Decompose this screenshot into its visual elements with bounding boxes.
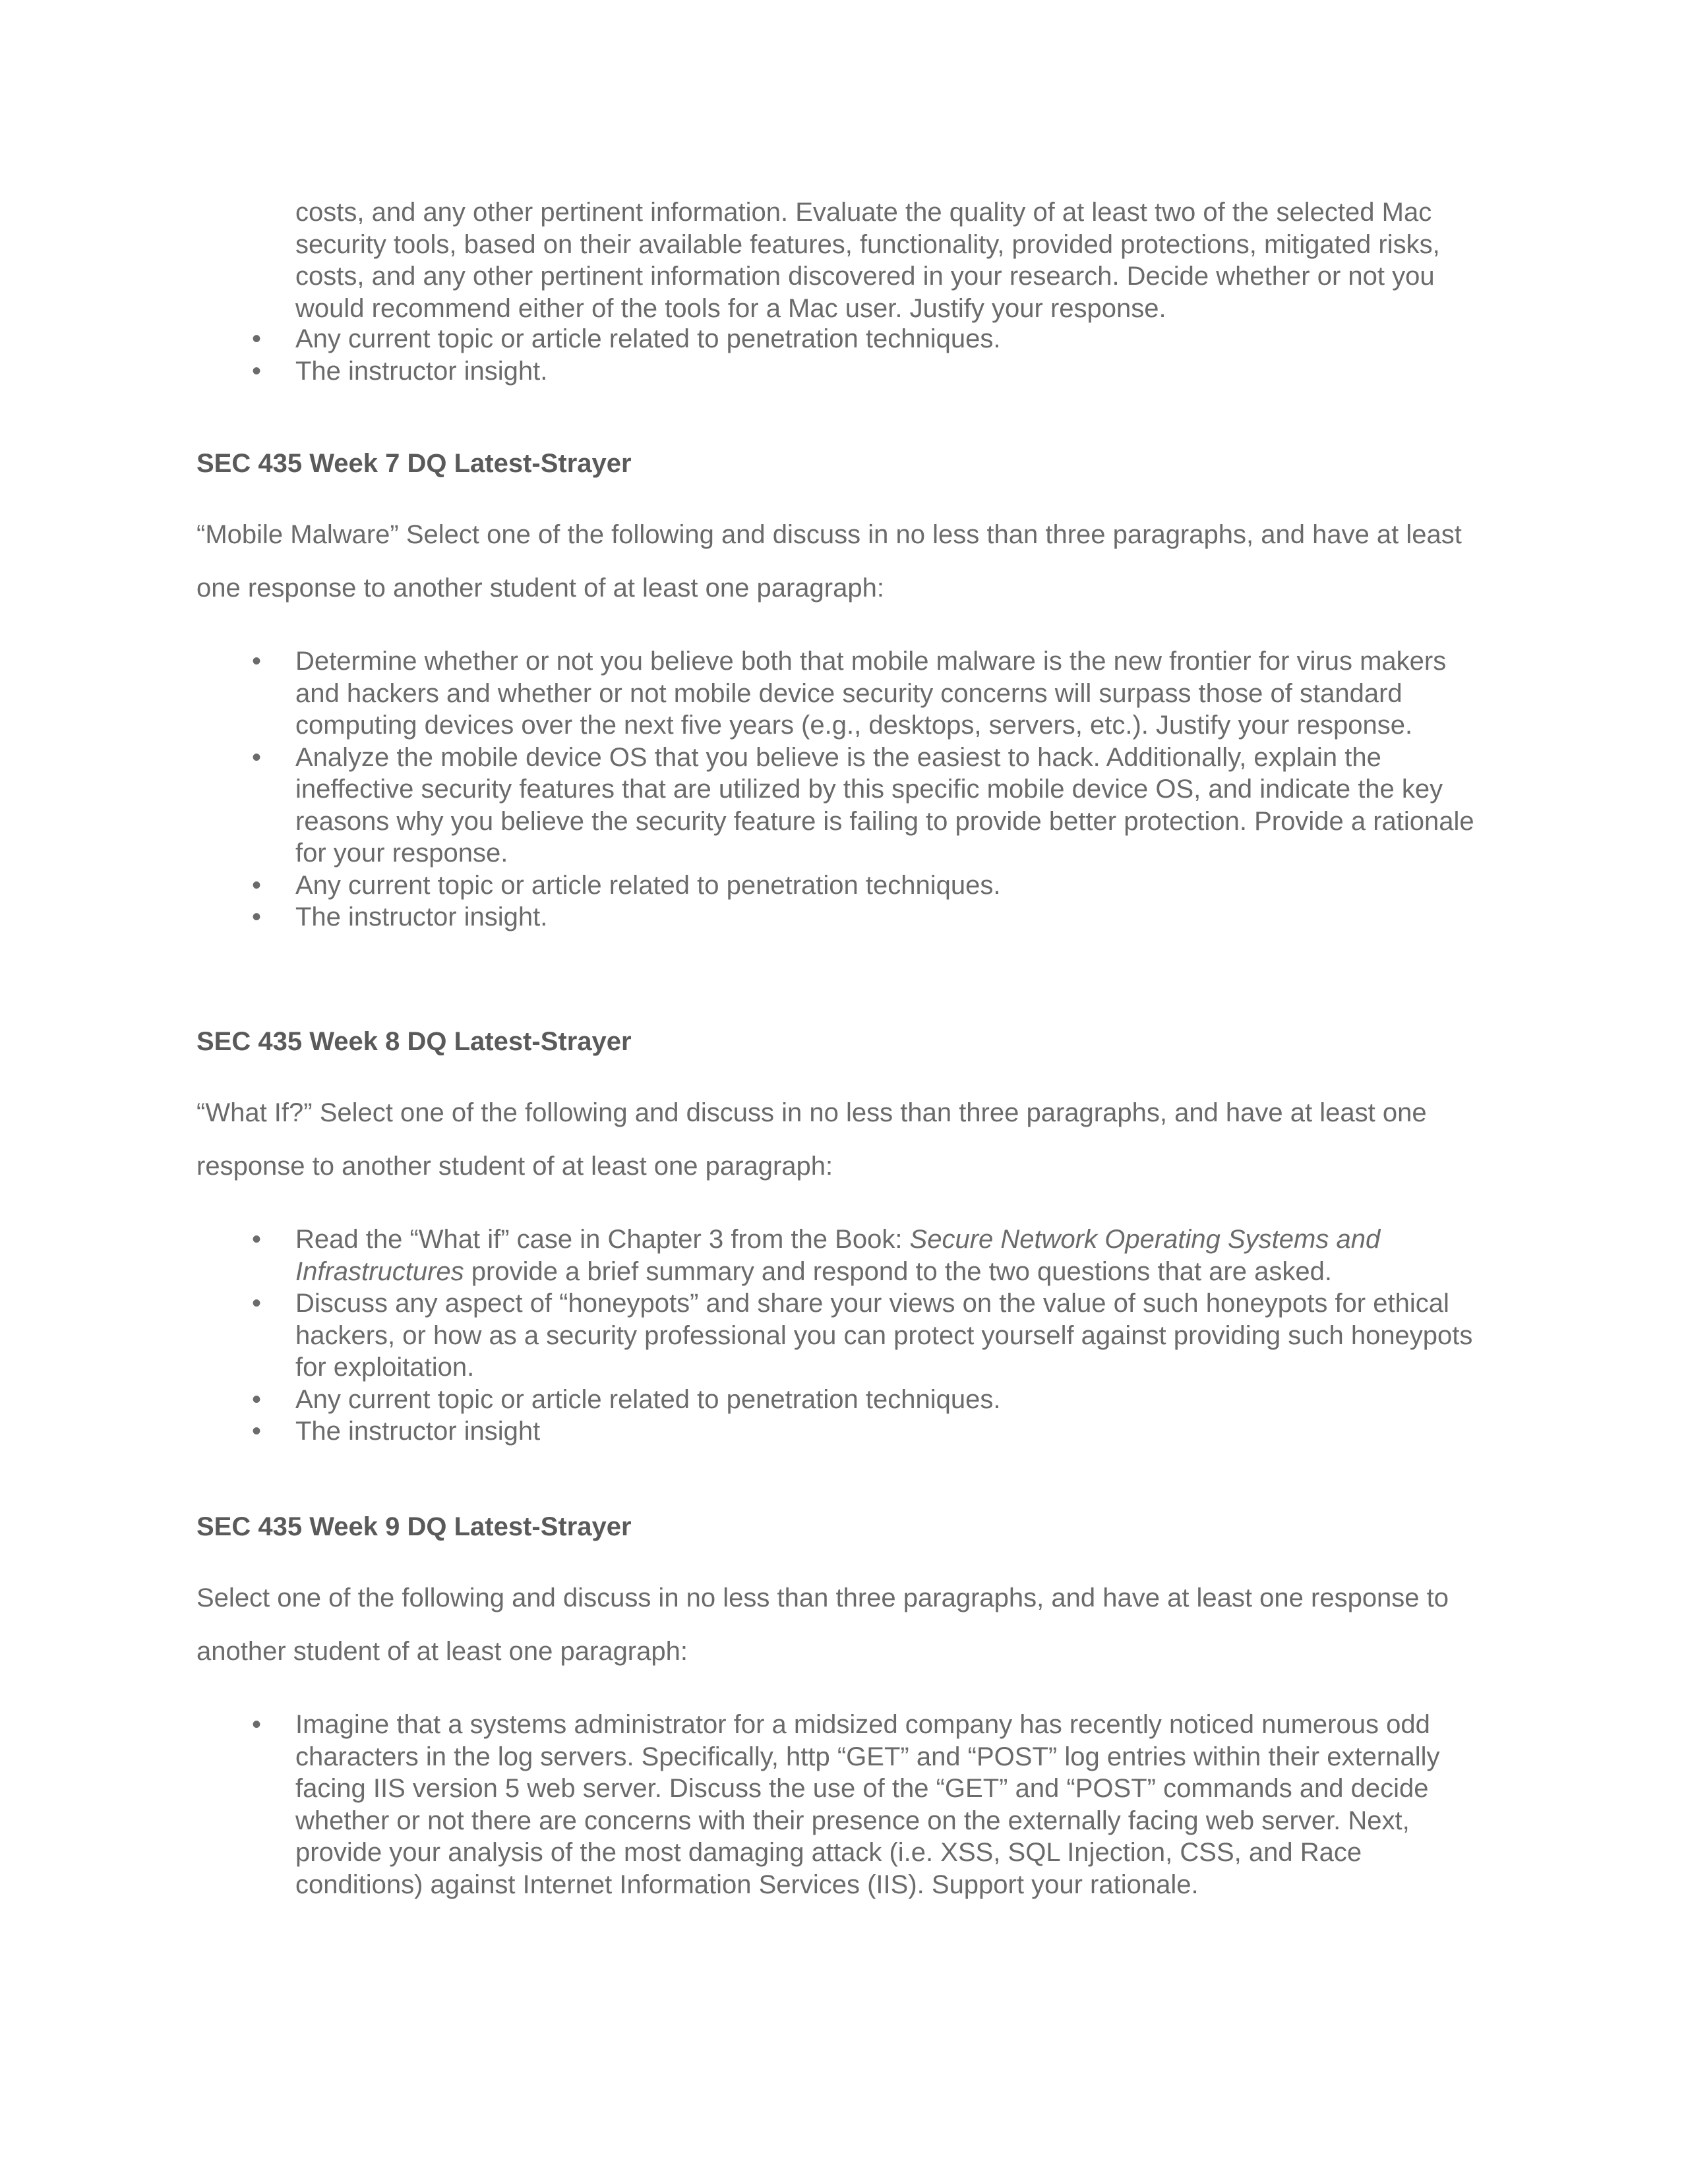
- section-week-9-intro: [196, 1572, 1489, 1678]
- list-item-text: Determine whether or not you believe both that mobile malware is the new frontier for virus makers and hackers and whether or not mobile device security concerns will surpass those of standard computing devices over the next five years (e.g., desktops, servers, etc.). Justify your response.: [295, 647, 1447, 740]
- list-item-text: Any current topic or article related to penetration techniques.: [295, 324, 1001, 353]
- bullet-icon: •: [251, 647, 261, 676]
- bullet-icon: •: [251, 870, 261, 900]
- section-intro: “What If?” Select one of the following and discuss in no less than three paragraphs, and have at least one response to another student of at least one paragraph:: [196, 1098, 1427, 1181]
- section-week-7: [196, 448, 1489, 479]
- bullet-icon: •: [251, 356, 261, 386]
- book-title: Secure Network Operating Systems and Infrastructures: [295, 1225, 1381, 1286]
- list-item: [196, 870, 1489, 902]
- list-item-text: The instructor insight.: [295, 902, 548, 931]
- list-item: [196, 1384, 1489, 1416]
- bullet-icon: •: [251, 1417, 261, 1446]
- section-heading: SEC 435 Week 9 DQ Latest-Strayer: [196, 1512, 632, 1541]
- section-week-8-intro: [196, 1086, 1489, 1193]
- list-item: [196, 1415, 1489, 1448]
- list-item: [196, 901, 1489, 933]
- continuation-bullet-list: [196, 323, 1489, 387]
- bullet-icon: •: [251, 902, 261, 931]
- section-intro: “Mobile Malware” Select one of the following and discuss in no less than three paragraphs, and have at least one response to another student of at least one paragraph:: [196, 520, 1462, 603]
- bullet-icon: •: [251, 1289, 261, 1318]
- bullet-icon: •: [251, 1710, 261, 1739]
- section-heading: SEC 435 Week 8 DQ Latest-Strayer: [196, 1027, 632, 1056]
- list-item: [196, 1287, 1489, 1384]
- bullet-icon: •: [251, 1225, 261, 1254]
- list-item-text: Discuss any aspect of “honeypots” and share your views on the value of such honeypots for ethical hackers, or how as a security professional you can protect yourself against providing such honeypots for exploitation.: [295, 1289, 1473, 1382]
- list-item: [196, 742, 1489, 870]
- section-intro: Select one of the following and discuss in no less than three paragraphs, and have at least one response to another student of at least one paragraph:: [196, 1583, 1449, 1666]
- section-week-9-bullets: [196, 1709, 1489, 1901]
- bullet-icon: •: [251, 742, 261, 772]
- section-week-7-bullets: [196, 645, 1489, 933]
- section-week-9: [196, 1511, 1489, 1543]
- list-item-text: Analyze the mobile device OS that you believe is the easiest to hack. Additionally, explain the ineffective security features that are utilized by this specific mobile device OS, and indicate the key reasons why you believe the security feature is failing to provide better protection. Provide a rationale for your response.: [295, 742, 1474, 868]
- list-item: [196, 323, 1489, 355]
- section-week-7-intro: [196, 508, 1489, 615]
- bullet-icon: •: [251, 324, 261, 353]
- section-week-8-bullets: [196, 1224, 1489, 1448]
- list-item-text: The instructor insight.: [295, 356, 548, 386]
- list-item: [196, 645, 1489, 742]
- list-item-text: Any current topic or article related to penetration techniques.: [295, 1384, 1001, 1414]
- continuation-paragraph: costs, and any other pertinent information. Evaluate the quality of at least two of the selected Mac security tools, based on their available features, functionality, provided protections, mitigated risks, costs, and any other pertinent information discovered in your research. Decide whether or not you would recommend either of the tools for a Mac user. Justify your response.: [295, 198, 1440, 323]
- section-week-8: [196, 1026, 1489, 1057]
- list-item: [196, 355, 1489, 388]
- list-item-text: Any current topic or article related to penetration techniques.: [295, 870, 1001, 900]
- list-item: [196, 1709, 1489, 1901]
- list-item-text: provide a brief summary and respond to the two questions that are asked.: [464, 1256, 1332, 1286]
- list-item-text: The instructor insight: [295, 1417, 541, 1446]
- bullet-icon: •: [251, 1384, 261, 1414]
- section-heading: SEC 435 Week 7 DQ Latest-Strayer: [196, 449, 632, 478]
- list-item-text: Read the “What if” case in Chapter 3 from the Book:: [295, 1225, 910, 1254]
- list-item: [196, 1224, 1489, 1287]
- list-item-text: Imagine that a systems administrator for a midsized company has recently noticed numerous odd characters in the log servers. Specifically, http “GET” and “POST” log entries within their externally facing IIS version 5 web server. Discuss the use of the “GET” and “POST” commands and decide whether or not there are concerns with their presence on the externally facing web server. Next, provide your analysis of the most damaging attack (i.e. XSS, SQL Injection, CSS, and Race conditions) against Internet Information Services (IIS). Support your rationale.: [295, 1710, 1440, 1899]
